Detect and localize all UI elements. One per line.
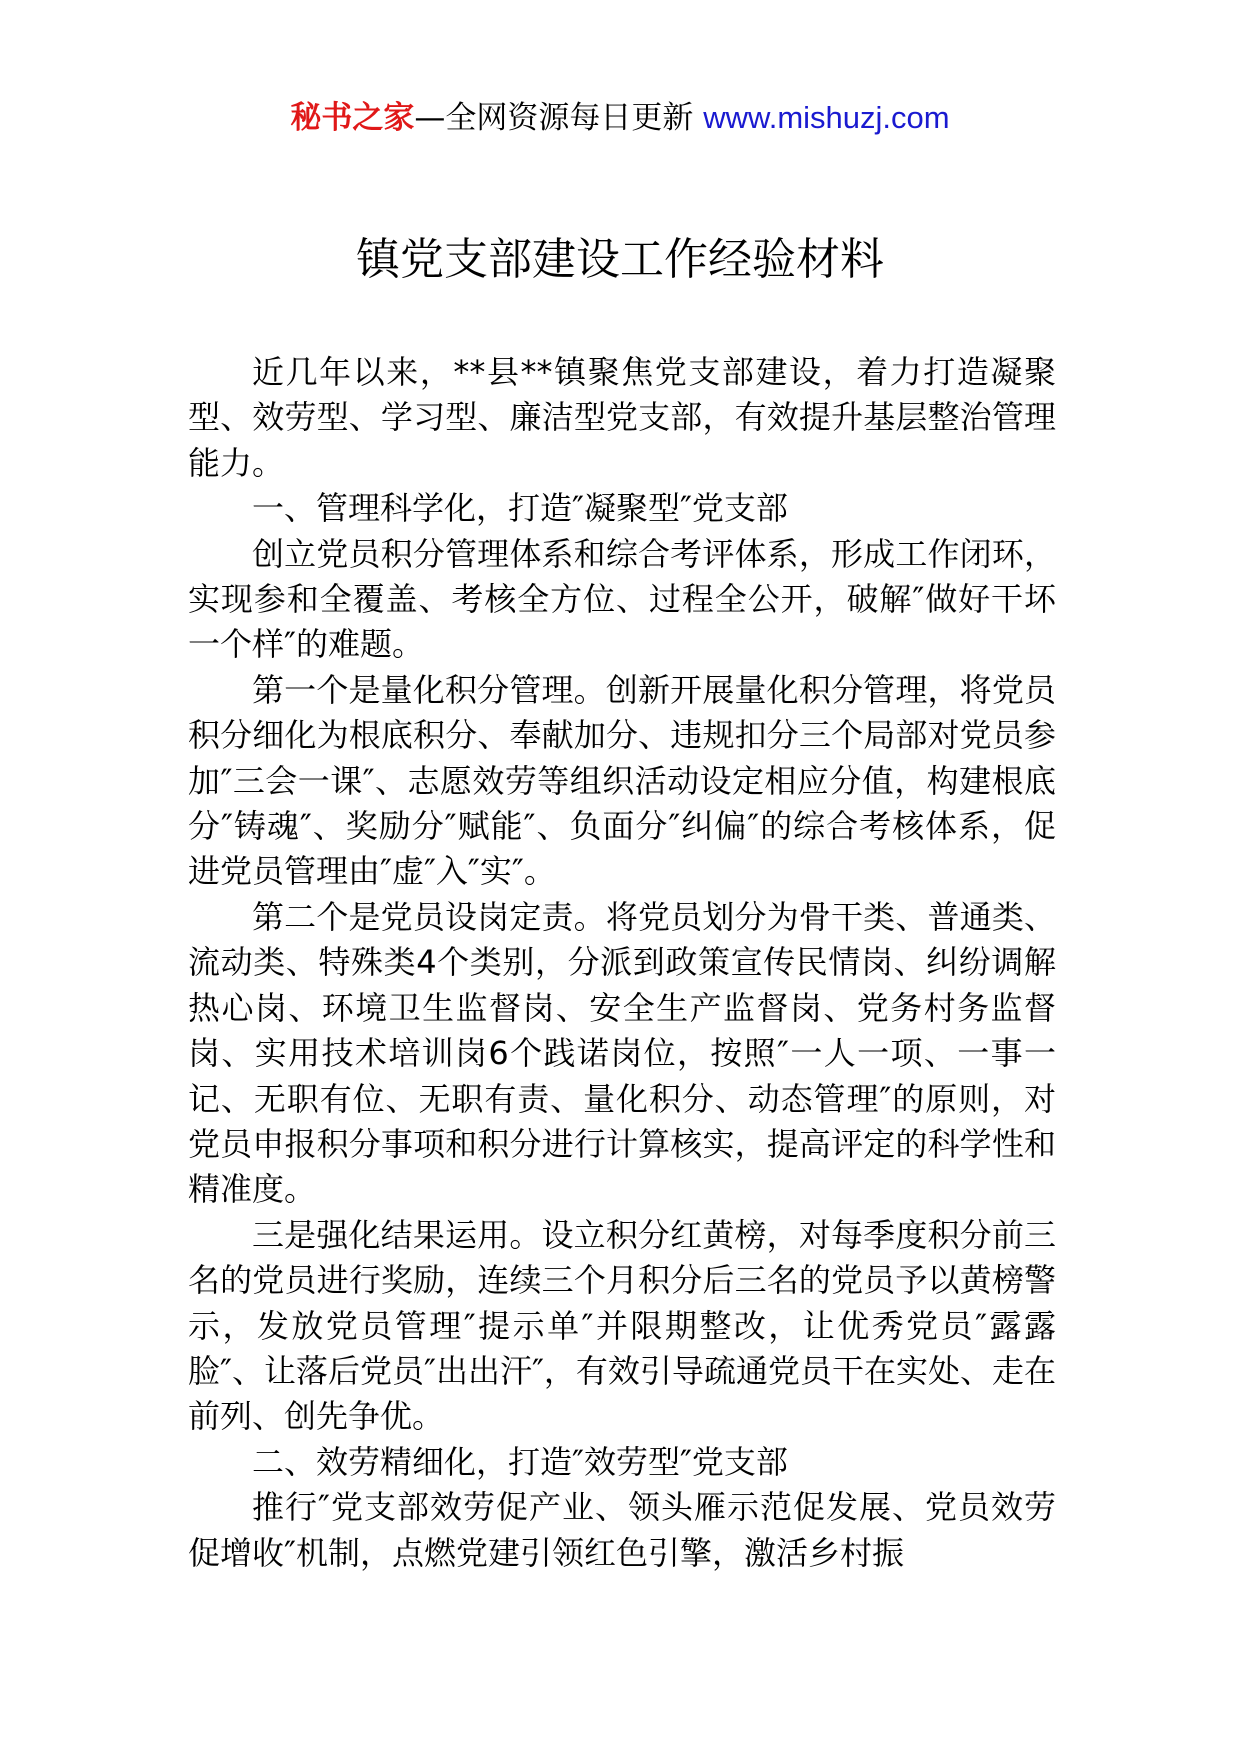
section-heading-1: 一、管理科学化，打造″凝聚型″党支部: [252, 489, 788, 528]
document-body: [188, 350, 1056, 1576]
site-tagline: —全网资源每日更新: [414, 100, 704, 136]
site-header: [0, 98, 1240, 138]
site-url: www.mishuzj.com: [703, 100, 950, 135]
section-heading-2: 二、效劳精细化，打造″效劳型″党支部: [252, 1442, 788, 1481]
section-1-point-2: 第二个是党员设岗定责。将党员划分为骨干类、普通类、流动类、特殊类4个类别，分派到政策宣传民情岗、纠纷调解热心岗、环境卫生监督岗、安全生产监督岗、党务村务监督岗、实用技术培训岗6个践诺岗位，按照″一人一项、一事一记、无职有位、无职有责、量化积分、动态管理″的原则，对党员申报积分事项和积分进行计算核实，提高评定的科学性和精准度。: [188, 897, 1056, 1209]
document-title: 镇党支部建设工作经验材料: [356, 234, 884, 285]
site-brand: 秘书之家: [290, 100, 415, 136]
section-1-point-1: 第一个是量化积分管理。创新开展量化积分管理，将党员积分细化为根底积分、奉献加分、违规扣分三个局部对党员参加″三会一课″、志愿效劳等组织活动设定相应分值，构建根底分″铸魂″、奖励分″赋能″、负面分″纠偏″的综合考核体系，促进党员管理由″虚″入″实″。: [188, 670, 1056, 891]
intro-paragraph: 近几年以来，**县**镇聚焦党支部建设，着力打造凝聚型、效劳型、学习型、廉洁型党支部，有效提升基层整治管理能力。: [188, 353, 1056, 482]
section-1-point-3: 三是强化结果运用。设立积分红黄榜，对每季度积分前三名的党员进行奖励，连续三个月积分后三名的党员予以黄榜警示，发放党员管理″提示单″并限期整改，让优秀党员″露露脸″、让落后党员″出出汗″，有效引导疏通党员干在实处、走在前列、创先争优。: [188, 1215, 1056, 1436]
section-1-paragraph: 创立党员积分管理体系和综合考评体系，形成工作闭环，实现参和全覆盖、考核全方位、过程全公开，破解″做好干坏一个样″的难题。: [188, 534, 1056, 664]
section-2-paragraph: 推行″党支部效劳促产业、领头雁示范促发展、党员效劳促增收″机制，点燃党建引领红色引擎，激活乡村振: [188, 1488, 1056, 1572]
